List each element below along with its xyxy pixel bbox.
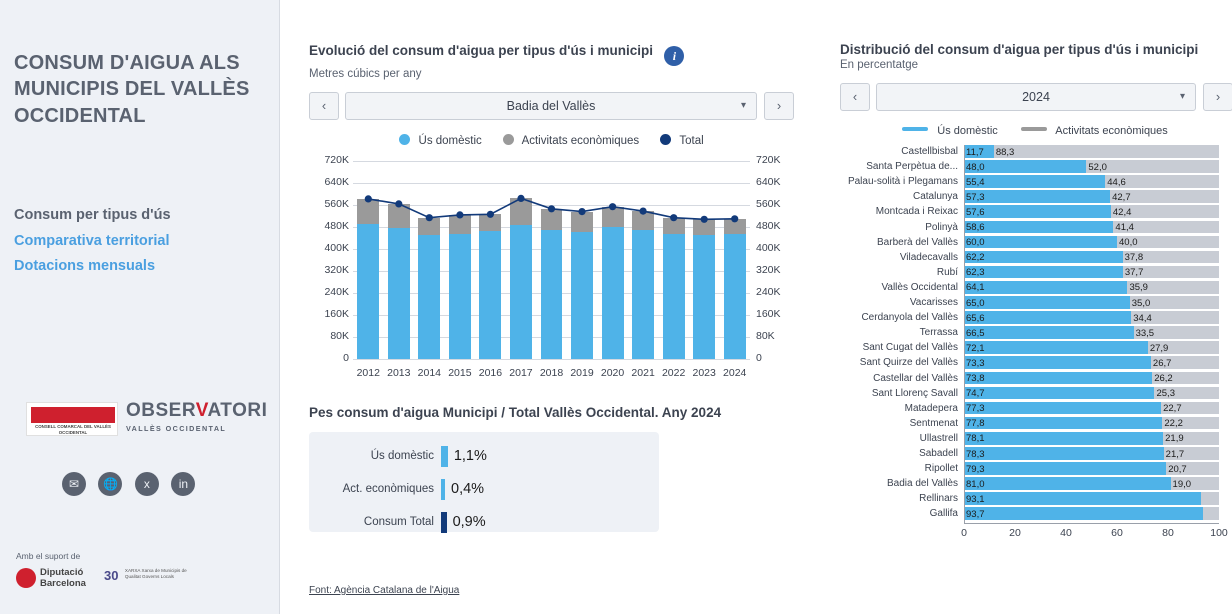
x-axis-tick: 2019 [570, 367, 594, 379]
x-axis-tick: 2023 [692, 367, 716, 379]
diputacio-barcelona-logo-text: Diputació Barcelona [40, 567, 86, 589]
category-label: Sentmenat [909, 417, 958, 429]
xarxa-logo [104, 568, 195, 586]
bar-value-activitats: 37,7 [1124, 267, 1144, 279]
bar-us-domestic[interactable] [964, 296, 1130, 309]
category-label: Palau-solità i Plegamans [847, 176, 958, 188]
legend-swatch-activitats-2 [1021, 127, 1047, 131]
bar-value-us-domestic: 81,0 [966, 478, 985, 490]
y-axis-tick: 320K [324, 264, 349, 276]
municipality-dropdown-value: Badia del Vallès [506, 99, 596, 113]
category-label: Ripollet [924, 463, 958, 475]
globe-icon[interactable]: 🌐 [98, 472, 122, 496]
info-icon[interactable]: i [664, 46, 684, 66]
support-logos [16, 566, 266, 594]
weight-row [309, 444, 659, 477]
municipality-dropdown[interactable] [345, 92, 757, 120]
logos [26, 400, 266, 446]
evolution-panel [309, 42, 794, 383]
y-axis-tick-right: 400K [756, 242, 781, 254]
bar-value-us-domestic: 93,7 [966, 508, 985, 520]
sidebar-item-consum-per-tipus-dus[interactable]: Consum per tipus d'ús [14, 207, 171, 223]
bar-us-domestic[interactable] [964, 175, 1105, 188]
bar-value-activitats: 26,2 [1154, 373, 1173, 384]
source-note: Font: Agència Catalana de l'Aigua [309, 585, 460, 596]
sidebar [0, 0, 280, 614]
y-axis-tick: 160K [324, 308, 349, 320]
bar-value-activitats: 27,9 [1149, 342, 1169, 354]
main-content [280, 0, 1232, 614]
category-label: Castellbisbal [901, 146, 958, 157]
legend-label-total: Total [679, 135, 704, 147]
bar-value-activitats: 42,4 [1112, 206, 1132, 218]
year-selector [840, 83, 1230, 113]
category-label: Matadepera [904, 402, 958, 414]
bar-us-domestic[interactable] [964, 281, 1127, 294]
weight-row-value: 0,9% [452, 514, 486, 530]
bar-us-domestic[interactable] [964, 477, 1171, 490]
legend-item-us-domestic [399, 134, 481, 147]
consell-comarcal-logo [26, 402, 118, 436]
category-label: Terrassa [919, 327, 958, 339]
bar-value-us-domestic: 48,0 [966, 161, 985, 173]
bar-us-domestic[interactable] [964, 507, 1203, 520]
category-label: Rubí [936, 266, 958, 278]
support-label: Amb el suport de [16, 551, 81, 561]
bar-value-activitats: 26,7 [1152, 357, 1172, 369]
consell-comarcal-logo-text: CONSELL COMARCAL DEL VALLÈS OCCIDENTAL [35, 424, 111, 435]
chevron-down-icon: ▾ [1179, 91, 1185, 102]
x-axis-tick: 2022 [661, 367, 686, 379]
weight-panel [309, 405, 794, 532]
bar-us-domestic[interactable] [964, 221, 1113, 234]
y-axis-tick-right: 160K [756, 308, 781, 320]
bar-value-activitats: 35,0 [1131, 297, 1151, 309]
x-axis-tick: 40 [1060, 526, 1072, 539]
observatori-logo [126, 400, 266, 433]
x-axis-tick: 80 [1162, 526, 1174, 539]
weight-panel-title: Pes consum d'aigua Municipi / Total Vallès Occidental. Any 2024 [309, 405, 722, 420]
x-axis-tick: 2017 [509, 367, 533, 379]
category-label: Barberà del Vallès [877, 236, 958, 248]
bar-value-activitats: 22,7 [1163, 403, 1182, 415]
x-axis-tick: 2018 [539, 367, 564, 379]
x-axis-tick: 2021 [631, 367, 655, 379]
bar-value-us-domestic: 93,1 [966, 493, 985, 505]
y-axis-tick: 0 [343, 352, 349, 364]
legend-swatch-us-domestic-2 [902, 127, 928, 131]
y-axis-tick-right: 640K [756, 176, 781, 188]
bar-value-activitats: 35,9 [1129, 282, 1148, 294]
legend-item-activitats-2 [1021, 125, 1168, 137]
x-axis-tick: 2014 [417, 367, 442, 379]
category-label: Viladecavalls [899, 251, 958, 263]
category-label: Polinyà [925, 221, 958, 233]
category-label: Vallès Occidental [881, 281, 958, 293]
category-label: Ullastrell [919, 432, 958, 444]
x-axis-tick: 2012 [356, 367, 380, 379]
year-prev-button[interactable]: ‹ [840, 83, 870, 111]
y-axis-tick: 240K [324, 286, 349, 298]
y-axis-tick-right: 80K [756, 330, 775, 342]
y-axis-tick-right: 560K [756, 198, 781, 210]
category-label: Gallifa [929, 508, 958, 520]
bar-us-domestic[interactable] [964, 311, 1131, 324]
category-label: Sant Llorenç Savall [871, 387, 958, 399]
bar-activitats-economiques[interactable] [1201, 492, 1219, 505]
bar-us-domestic[interactable] [964, 372, 1152, 385]
weight-row-label: Act. econòmiques [342, 483, 434, 495]
bar-value-us-domestic: 77,8 [966, 418, 985, 430]
weight-row-value: 1,1% [453, 448, 487, 464]
bar-value-us-domestic: 64,1 [966, 282, 985, 294]
bar-value-us-domestic: 73,3 [966, 357, 985, 369]
bar-value-activitats: 42,7 [1112, 191, 1131, 203]
x-axis-tick: 2013 [387, 367, 411, 379]
xarxa-logo-number: 30 [104, 568, 119, 583]
bar-value-us-domestic: 62,3 [966, 267, 985, 279]
weight-chart [309, 432, 659, 532]
observatori-logo-sub: VALLÈS OCCIDENTAL [126, 424, 227, 433]
bar-value-activitats: 20,7 [1168, 463, 1187, 475]
bar-value-us-domestic: 57,6 [966, 206, 985, 218]
bar-value-us-domestic: 66,5 [966, 327, 985, 339]
bar-value-us-domestic: 79,3 [966, 463, 985, 475]
sidebar-item-dotacions-mensuals[interactable]: Dotacions mensuals [14, 258, 156, 274]
bar-value-activitats: 37,8 [1124, 252, 1144, 264]
category-label: Santa Perpètua de... [866, 161, 958, 173]
bar-value-activitats: 40,0 [1119, 237, 1138, 249]
legend-label-activitats: Activitats econòmiques [521, 135, 640, 147]
weight-row-value: 0,4% [451, 481, 485, 497]
category-label: Montcada i Reixac [875, 206, 958, 218]
bar-us-domestic[interactable] [964, 236, 1117, 249]
legend-swatch-us-domestic [399, 134, 410, 145]
year-dropdown[interactable] [876, 83, 1196, 111]
bar-value-activitats: 33,5 [1135, 327, 1155, 339]
legend-label-us-domestic-2: Ús domèstic [937, 125, 998, 137]
bar-value-activitats: 41,4 [1115, 222, 1134, 233]
x-axis-tick: 20 [1009, 526, 1021, 539]
category-label: Sabadell [919, 448, 958, 459]
bar-value-us-domestic: 62,2 [966, 252, 985, 264]
evolution-legend [309, 134, 794, 147]
bar-value-us-domestic: 55,4 [966, 176, 985, 188]
distribution-panel [840, 42, 1230, 539]
weight-row [309, 510, 659, 543]
bar-value-us-domestic: 74,7 [966, 388, 985, 400]
y-axis-tick: 480K [324, 220, 349, 232]
category-label: Sant Quirze del Vallès [859, 357, 958, 369]
bar-value-us-domestic: 78,3 [966, 448, 985, 460]
weight-row-bar[interactable] [441, 479, 445, 500]
legend-item-total [660, 134, 703, 147]
bar-value-activitats: 88,3 [995, 146, 1015, 158]
y-axis-tick: 560K [324, 198, 349, 210]
legend-label-us-domestic: Ús domèstic [418, 135, 482, 147]
bar-value-activitats: 25,3 [1156, 388, 1175, 400]
weight-row-label: Ús domèstic [370, 450, 434, 462]
page-title: CONSUM D'AIGUA ALS MUNICIPIS DEL VALLÈS OCCIDENTAL [14, 52, 250, 127]
x-axis-tick: 0 [961, 526, 967, 539]
bar-us-domestic[interactable] [964, 190, 1110, 203]
x-axis-line [964, 523, 1219, 524]
x-icon[interactable]: x [135, 472, 159, 496]
x-axis-tick: 2015 [448, 367, 472, 379]
distribution-chart [840, 141, 1230, 539]
year-next-button[interactable]: › [1203, 83, 1232, 111]
bar-us-domestic[interactable] [964, 356, 1151, 369]
sidebar-item-comparativa-territorial[interactable]: Comparativa territorial [14, 232, 170, 249]
bar-value-us-domestic: 65,0 [966, 297, 985, 309]
y-axis-tick-right: 720K [756, 154, 781, 166]
legend-label-activitats-2: Activitats econòmiques [1055, 125, 1168, 137]
evolution-chart [309, 153, 794, 383]
distribution-legend [840, 125, 1230, 137]
weight-row-label: Consum Total [363, 516, 434, 528]
total-line-series [309, 153, 794, 383]
bar-value-activitats: 52,0 [1088, 161, 1107, 173]
distribution-panel-title: Distribució del consum d'aigua per tipus d'ús i municipi [840, 42, 1199, 57]
y-axis-tick-right: 240K [756, 286, 781, 298]
bar-value-activitats: 44,6 [1107, 176, 1126, 188]
category-label: Rellinars [919, 493, 958, 505]
bar-us-domestic[interactable] [964, 447, 1164, 460]
sidebar-nav [14, 208, 264, 285]
category-label: Sant Cugat del Vallès [862, 342, 958, 354]
linkedin-icon[interactable]: in [171, 472, 195, 496]
legend-swatch-activitats [503, 134, 514, 145]
y-axis-tick: 720K [324, 154, 349, 166]
legend-swatch-total [660, 134, 671, 145]
weight-row-bar[interactable] [441, 512, 447, 533]
category-label: Catalunya [912, 191, 958, 203]
bar-value-us-domestic: 11,7 [966, 146, 984, 158]
bar-value-us-domestic: 60,0 [966, 237, 985, 249]
legend-item-us-domestic-2 [902, 125, 998, 137]
evolution-panel-subtitle: Metres cúbics per any [309, 68, 422, 80]
category-label: Vacarisses [909, 297, 958, 308]
category-label: Cerdanyola del Vallès [861, 312, 958, 324]
bar-us-domestic[interactable] [964, 492, 1201, 505]
municipality-prev-button[interactable]: ‹ [309, 92, 339, 120]
category-label: Castellar del Vallès [873, 372, 958, 384]
bar-activitats-economiques[interactable] [994, 145, 1219, 158]
weight-row-bar[interactable] [441, 446, 448, 467]
bar-value-activitats: 19,0 [1172, 478, 1192, 490]
x-axis-tick: 2024 [723, 367, 747, 379]
year-dropdown-value: 2024 [1022, 90, 1050, 104]
x-axis-tick: 60 [1111, 526, 1123, 539]
bar-value-us-domestic: 57,3 [966, 191, 985, 203]
y-axis-tick-right: 480K [756, 220, 781, 232]
bar-value-activitats: 21,7 [1165, 448, 1185, 460]
bar-us-domestic[interactable] [964, 402, 1161, 415]
bar-value-us-domestic: 58,6 [966, 222, 985, 233]
social-links [62, 472, 203, 496]
bar-us-domestic[interactable] [964, 251, 1123, 264]
bar-value-activitats: 34,4 [1133, 312, 1152, 324]
x-axis-tick: 2016 [478, 367, 503, 379]
email-icon[interactable]: ✉ [62, 472, 86, 496]
observatori-logo-main: OBSERVATORI [126, 400, 268, 421]
bar-activitats-economiques[interactable] [1203, 507, 1219, 520]
evolution-panel-title: Evolució del consum d'aigua per tipus d'ús i municipi [309, 43, 653, 58]
bar-value-us-domestic: 73,8 [966, 373, 985, 384]
y-axis-tick: 80K [330, 330, 349, 342]
bar-us-domestic[interactable] [964, 326, 1134, 339]
bar-us-domestic[interactable] [964, 417, 1162, 430]
y-axis-tick: 640K [324, 176, 349, 188]
bar-us-domestic[interactable] [964, 432, 1163, 445]
x-axis-tick: 100 [1210, 526, 1228, 539]
y-axis-tick: 400K [324, 242, 349, 254]
y-axis-tick-right: 0 [756, 352, 762, 364]
bar-us-domestic[interactable] [964, 341, 1148, 354]
bar-us-domestic[interactable] [964, 387, 1154, 400]
bar-value-activitats: 21,9 [1165, 433, 1184, 445]
x-axis-tick: 2020 [600, 367, 625, 379]
evolution-panel-header [309, 42, 794, 66]
y-axis-line [964, 145, 965, 523]
bar-value-activitats: 22,2 [1164, 418, 1183, 430]
bar-us-domestic[interactable] [964, 205, 1111, 218]
weight-row [309, 477, 659, 510]
legend-item-activitats [503, 134, 639, 147]
bar-us-domestic[interactable] [964, 462, 1166, 475]
bar-value-us-domestic: 78,1 [966, 433, 985, 445]
bar-us-domestic[interactable] [964, 266, 1123, 279]
municipality-selector [309, 92, 794, 122]
bar-value-us-domestic: 77,3 [966, 403, 985, 415]
municipality-next-button[interactable]: › [764, 92, 794, 120]
bar-value-us-domestic: 72,1 [966, 342, 985, 354]
chevron-down-icon: ▾ [740, 100, 746, 111]
xarxa-logo-text: XARXA Xarxa de Municipis de Qualitat Governs Locals [124, 568, 187, 579]
category-label: Badia del Vallès [887, 478, 958, 490]
y-axis-tick-right: 320K [756, 264, 781, 276]
bar-value-us-domestic: 65,6 [966, 312, 985, 324]
distribution-panel-subtitle: En percentatge [840, 59, 919, 71]
